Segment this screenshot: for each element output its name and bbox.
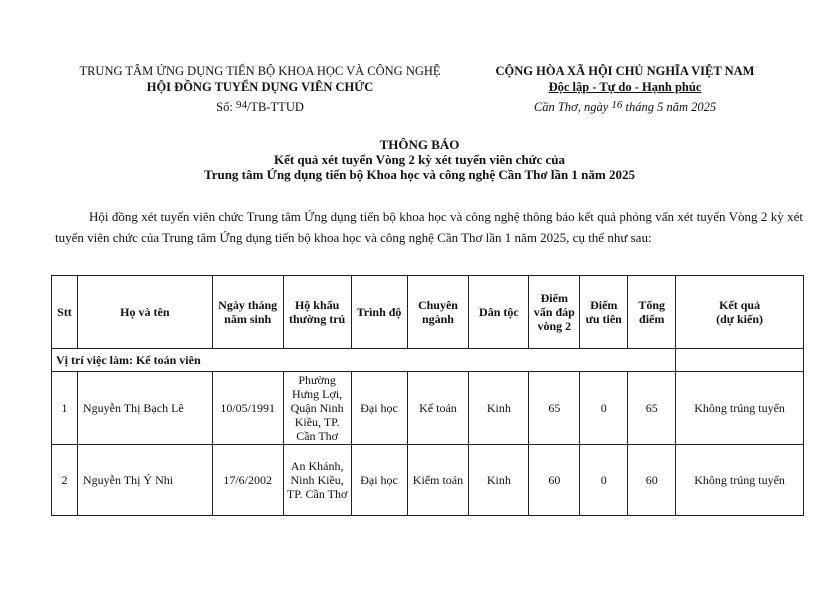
cell-major: Kiểm toán xyxy=(407,445,469,516)
results-table xyxy=(51,275,804,516)
intro-paragraph: Hội đồng xét tuyển viên chức Trung tâm Ứng dụng tiến bộ khoa học và công nghệ thông báo kết quả phỏng vấn xét tuyển Vòng 2 kỳ xét tuyển viên chức của Trung tâm Ứng dụng tiến bộ khoa học và công nghệ Cần Thơ lần 1 năm 2025, cụ thể như sau: xyxy=(55,209,803,245)
doc-number-prefix: Số: xyxy=(216,100,236,114)
notice-title xyxy=(0,137,839,182)
org-name: TRUNG TÂM ỨNG DỤNG TIẾN BỘ KHOA HỌC VÀ CÔNG NGHỆ xyxy=(79,64,441,78)
cell-total-score: 60 xyxy=(628,445,676,516)
cell-result: Không trúng tuyển xyxy=(676,372,804,445)
position-group-empty-cell xyxy=(676,349,804,372)
cell-hometown: An Khánh, Ninh Kiều, TP. Cần Thơ xyxy=(283,445,351,516)
table-row xyxy=(52,372,804,445)
doc-number xyxy=(40,97,480,115)
cell-dob: 17/6/2002 xyxy=(212,445,283,516)
date-suffix: tháng 5 năm 2025 xyxy=(622,100,717,114)
cell-ethnicity: Kinh xyxy=(469,372,529,445)
header-stt: Stt xyxy=(52,276,78,349)
table-header-row xyxy=(52,276,804,349)
issue-date xyxy=(480,97,770,115)
cell-priority-score: 0 xyxy=(580,445,628,516)
date-day: 16 xyxy=(611,99,623,111)
cell-name: Nguyễn Thị Bạch Lê xyxy=(77,372,212,445)
doc-number-value: 94 xyxy=(235,99,247,111)
header-result-line1: Kết quả xyxy=(719,298,761,312)
header-major: Chuyên ngành xyxy=(407,276,469,349)
motto xyxy=(480,79,770,95)
cell-stt: 2 xyxy=(52,445,78,516)
cell-result: Không trúng tuyển xyxy=(676,445,804,516)
table-row xyxy=(52,445,804,516)
title-line2: Trung tâm Ứng dụng tiến bộ Khoa học và công nghệ Cần Thơ lần 1 năm 2025 xyxy=(204,167,635,182)
date-prefix: Cần Thơ, ngày xyxy=(533,100,612,114)
header-result xyxy=(676,276,804,349)
cell-dob: 10/05/1991 xyxy=(212,372,283,445)
title-main: THÔNG BÁO xyxy=(379,137,460,152)
cell-hometown: Phường Hưng Lợi, Quận Ninh Kiều, TP. Cần Thơ xyxy=(283,372,351,445)
position-group-row xyxy=(52,349,804,372)
header-interview-score: Điểm vấn đáp vòng 2 xyxy=(529,276,580,349)
cell-degree: Đại học xyxy=(351,372,407,445)
header-left xyxy=(40,63,480,115)
nation-name: CỘNG HÒA XÃ HỘI CHỦ NGHĨA VIỆT NAM xyxy=(495,64,755,78)
cell-degree: Đại học xyxy=(351,445,407,516)
motto-text: Độc lập - Tự do - Hạnh phúc xyxy=(548,80,702,94)
header-ethnicity: Dân tộc xyxy=(469,276,529,349)
cell-priority-score: 0 xyxy=(580,372,628,445)
doc-number-suffix: /TB-TTUD xyxy=(246,100,304,114)
title-line1: Kết quả xét tuyển Vòng 2 kỳ xét tuyển viên chức của xyxy=(273,152,566,167)
header-dob: Ngày tháng năm sinh xyxy=(212,276,283,349)
header-hometown: Hộ khẩu thường trú xyxy=(283,276,351,349)
cell-major: Kế toán xyxy=(407,372,469,445)
header-degree: Trình độ xyxy=(351,276,407,349)
council-name: HỘI ĐỒNG TUYỂN DỤNG VIÊN CHỨC xyxy=(146,80,374,94)
cell-interview-score: 60 xyxy=(529,445,580,516)
cell-stt: 1 xyxy=(52,372,78,445)
cell-name: Nguyễn Thị Ý Nhi xyxy=(77,445,212,516)
header-right xyxy=(480,63,770,115)
cell-total-score: 65 xyxy=(628,372,676,445)
cell-interview-score: 65 xyxy=(529,372,580,445)
header-name: Họ và tên xyxy=(77,276,212,349)
header-priority-score: Điểm ưu tiên xyxy=(580,276,628,349)
cell-ethnicity: Kinh xyxy=(469,445,529,516)
header-total-score: Tổng điểm xyxy=(628,276,676,349)
position-group-label: Vị trí việc làm: Kế toán viên xyxy=(52,349,676,372)
header-result-line2: (dự kiến) xyxy=(716,312,764,326)
